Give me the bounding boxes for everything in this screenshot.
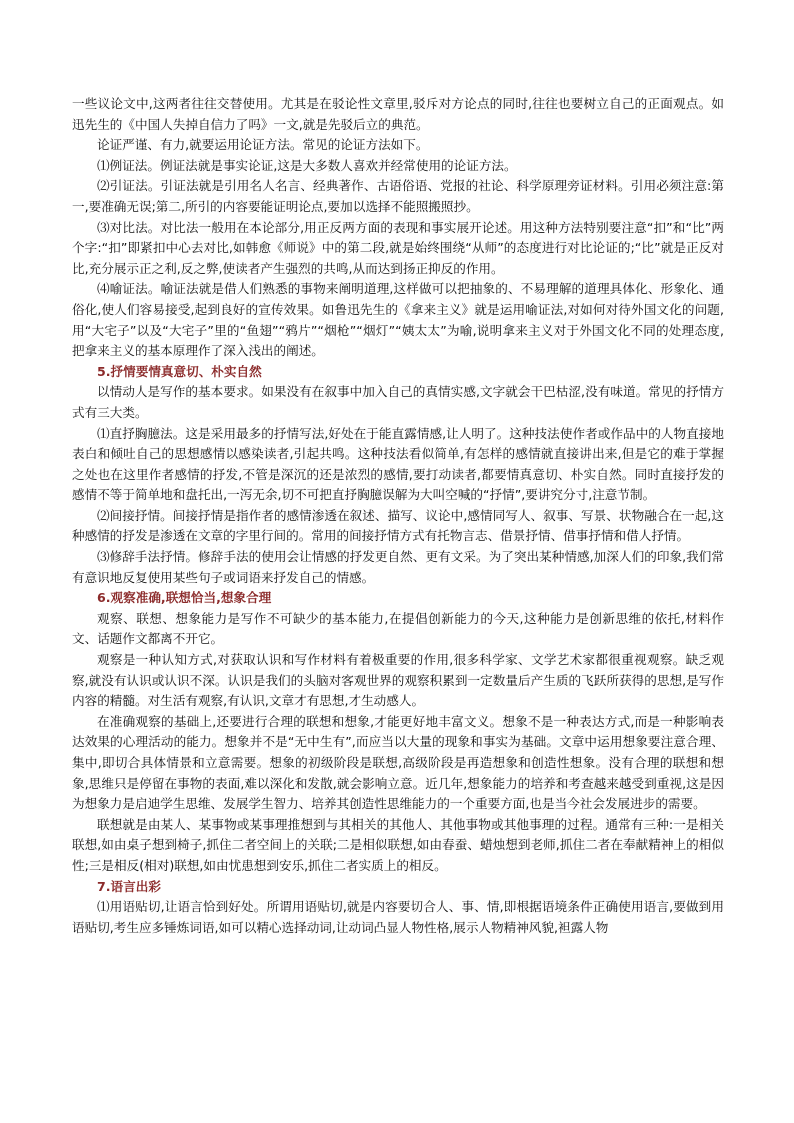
section-heading: 7.语言出彩 (97, 878, 161, 894)
body-paragraph: ⑷喻证法。喻证法就是借人们熟悉的事物来阐明道理,这样做可以把抽象的、不易理解的道理具体化、形象化、通俗化,使人们容易接受,起到良好的宣传效果。如鲁迅先生的《拿来主义》就是运用喻证法,对如何对待外国文化的问题,用“大宅子”以及“大宅子”里的“鱼翅”“鸦片”“烟枪”“烟灯”“姨太太”为喻,说明拿来主义对于外国文化不同的处理态度,把拿来主义的基本原理作了深入浅出的阐述。 (72, 281, 724, 359)
body-paragraph: 在准确观察的基础上,还要进行合理的联想和想象,才能更好地丰富文义。想象不是一种表达方式,而是一种影响表达效果的心理活动的能力。想象并不是“无中生有”,而应当以大量的现象和事实为基础。文章中运用想象要注意合理、集中,即切合具体情景和立意需要。想象的初级阶段是联想,高级阶段是再造想象和创造性想象。没有合理的联想和想象,思维只是停留在事物的表面,难以深化和发散,就会影响立意。近几年,想象能力的培养和考查越来越受到重视,这是因为想象力是启迪学生思维、发展学生智力、培养其创造性思维能力的一个重要方面,也是当今社会发展进步的需要。 (72, 713, 724, 812)
body-paragraph: ⑶对比法。对比法一般用在本论部分,用正反两方面的表现和事实展开论述。用这种方法特别要注意“扣”和“比”两个字:“扣”即紧扣中心去对比,如韩愈《师说》中的第二段,就是始终围绕“从师”的态度进行对比论证的;“比”就是正反对比,充分展示正之利,反之弊,使读者产生强烈的共鸣,从而达到扬正抑反的作用。 (72, 219, 724, 276)
body-paragraph: ⑴直抒胸臆法。这是采用最多的抒情写法,好处在于能直露情感,让人明了。这种技法使作者或作品中的人物直接地表白和倾吐自己的思想感情以感染读者,引起共鸣。这种技法看似简单,有怎样的感情就直接讲出来,但是它的难于掌握之处也在这里作者感情的抒发,不管是深沉的还是浓烈的感情,要打动读者,都要情真意切、朴实自然。同时直接抒发的感情不等于简单地和盘托出,一泻无余,切不可把直抒胸臆误解为大叫空喊的“抒情”,要讲究分寸,注意节制。 (72, 425, 724, 503)
body-paragraph: 以情动人是写作的基本要求。如果没有在叙事中加入自己的真情实感,文字就会干巴枯涩,没有味道。常见的抒情方式有三大类。 (72, 384, 724, 420)
body-paragraph: 观察、联想、想象能力是写作不可缺少的基本能力,在提倡创新能力的今天,这种能力是创新思维的依托,材料作文、话题作文都离不开它。 (72, 610, 724, 647)
body-paragraph: 联想就是由某人、某事物或某事理推想到与其相关的其他人、其他事物或其他事理的过程。通常有三种:一是相关联想,如由桌子想到椅子,抓住二者空间上的关联;二是相似联想,如由春蚕、蜡烛想到老师,抓住二者在奉献精神上的相似性;三是相反(相对)联想,如由忧患想到安乐,抓住二者实质上的相反。 (72, 816, 724, 873)
body-paragraph: ⑴用语贴切,让语言恰到好处。所谓用语贴切,就是内容要切合人、事、情,即根据语境条件正确使用语言,要做到用语贴切,考生应多锤炼词语,如可以精心选择动词,让动词凸显人物性格,展示人物精神风貌,袒露人物 (72, 899, 724, 935)
body-paragraph: ⑵间接抒情。间接抒情是指作者的感情渗透在叙述、描写、议论中,感情同写人、叙事、写景、状物融合在一起,这种感情的抒发是渗透在文章的字里行间的。常用的间接抒情方式有托物言志、借景抒情、借事抒情和借人抒情。 (72, 507, 724, 544)
section-heading: 6.观察准确,联想恰当,想象合理 (97, 590, 272, 606)
body-paragraph: 论证严谨、有力,就要运用论证方法。常见的论证方法如下。 (97, 137, 429, 153)
body-paragraph: ⑴例证法。例证法就是事实论证,这是大多数人喜欢并经常使用的论证方法。 (97, 157, 517, 173)
document-page (72, 94, 724, 938)
body-paragraph: 一些议论文中,这两者往往交替使用。尤其是在驳论性文章里,驳斥对方论点的同时,往往也要树立自己的正面观点。如迅先生的《中国人失掉自信力了吗》一文,就是先驳后立的典范。 (72, 96, 724, 132)
body-paragraph: ⑵引证法。引证法就是引用名人名言、经典著作、古语俗语、党报的社论、科学原理旁证材料。引用必须注意:第一,要准确无误;第二,所引的内容要能证明论点,要加以选择不能照搬照抄。 (72, 178, 724, 214)
body-paragraph: ⑶修辞手法抒情。修辞手法的使用会让情感的抒发更自然、更有文采。为了突出某种情感,加深人们的印象,我们常有意识地反复使用某些句子或词语来抒发自己的情感。 (72, 549, 724, 585)
section-heading: 5.抒情要情真意切、朴实自然 (97, 363, 262, 379)
body-paragraph: 观察是一种认知方式,对获取认识和写作材料有着极重要的作用,很多科学家、文学艺术家都很重视观察。缺乏观察,就没有认识或认识不深。认识是我们的头脑对客观世界的观察积累到一定数量后产生质的飞跃所获得的思想,是写作内容的精髓。对生活有观察,有认识,文章才有思想,才生动感人。 (72, 652, 724, 709)
